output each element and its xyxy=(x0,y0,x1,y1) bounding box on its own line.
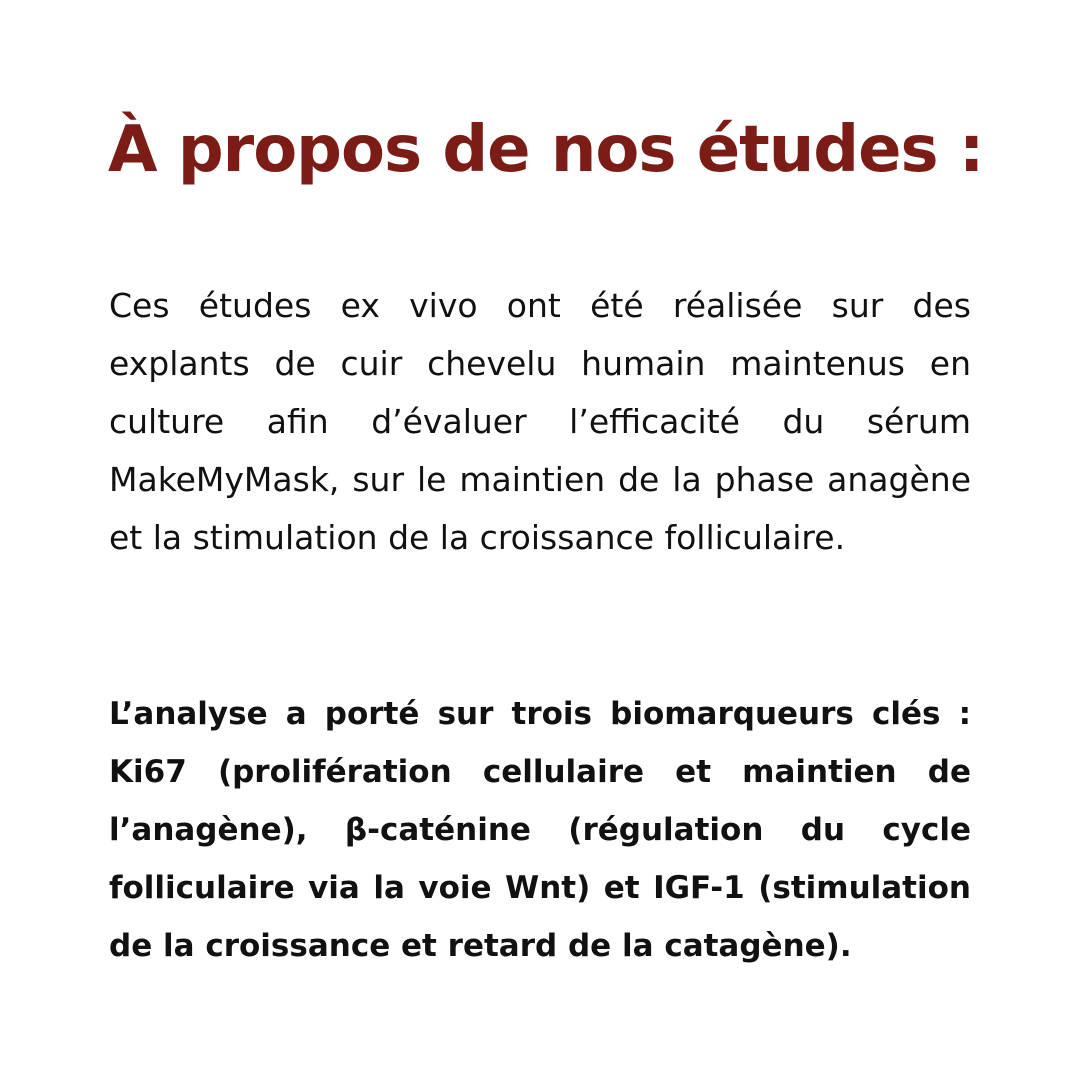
page-title: À propos de nos études : xyxy=(108,113,984,187)
biomarkers-paragraph: L’analyse a porté sur trois biomarqueurs clés : Ki67 (prolifération cellulaire et maintien de l’anagène), β-caténine (régulation du cycle folliculaire via la voie Wnt) et IGF-1 (stimulation de la croissance et retard de la catagène). xyxy=(109,696,971,964)
study-description-paragraph: Ces études ex vivo ont été réalisée sur des explants de cuir chevelu humain maintenus en culture afin d’évaluer l’efficacité du sérum MakeMyMask, sur le maintien de la phase anagène et la stimulation de la croissance folliculaire. xyxy=(109,286,971,557)
